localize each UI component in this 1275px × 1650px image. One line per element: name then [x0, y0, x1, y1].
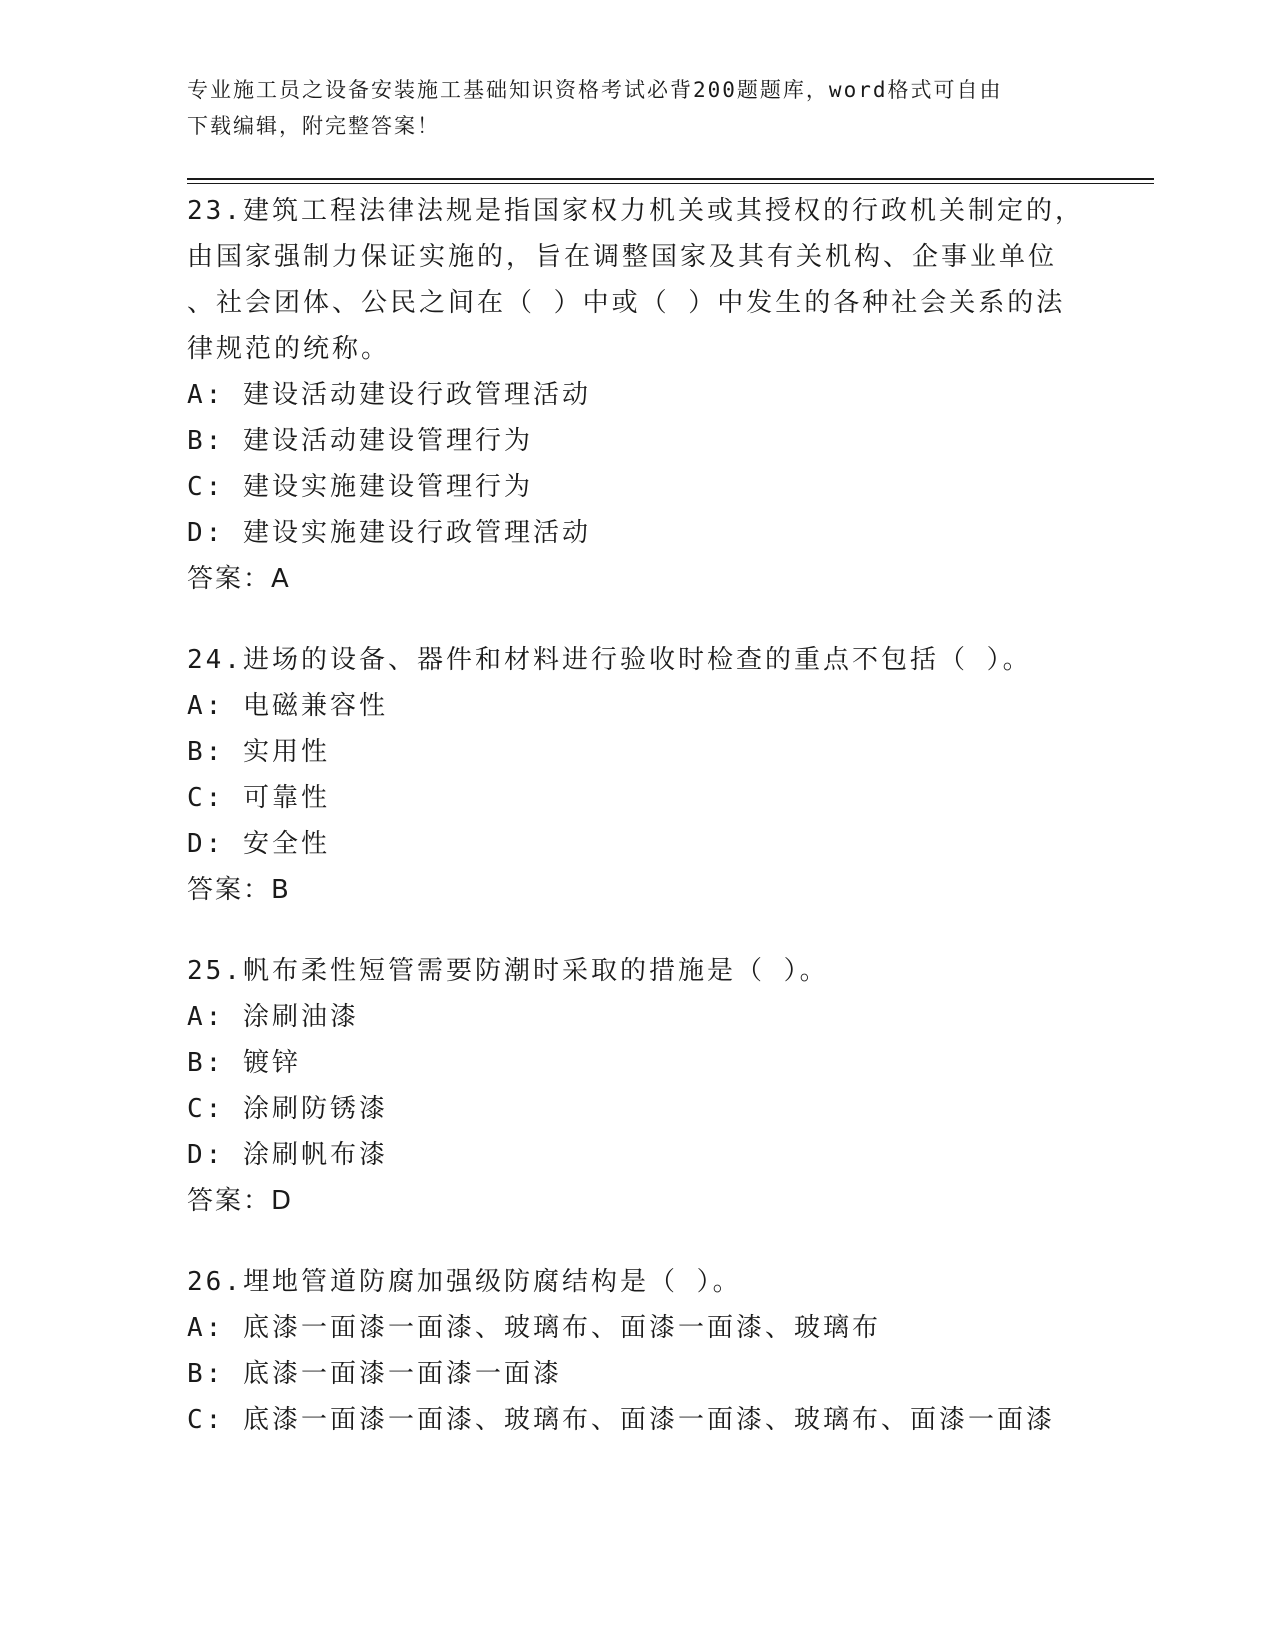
option-c: C: 建设实施建设管理行为	[187, 472, 533, 502]
option-b: B: 建设活动建设管理行为	[187, 426, 533, 456]
question-text: 由国家强制力保证实施的，旨在调整国家及其有关机构、企事业单位	[187, 242, 1058, 272]
option-c: C: 可靠性	[187, 783, 330, 813]
option-a: A: 建设活动建设行政管理活动	[187, 380, 591, 410]
option-b: B: 镀锌	[187, 1048, 301, 1078]
answer-label: 答案：B	[187, 875, 291, 905]
option-d: D: 涂刷帆布漆	[187, 1140, 388, 1170]
question-text: 26.埋地管道防腐加强级防腐结构是（ ）。	[187, 1267, 742, 1297]
header-line-1: 专业施工员之设备安装施工基础知识资格考试必背200题题库，word格式可自由	[187, 78, 1003, 102]
question-text: 23.建筑工程法律法规是指国家权力机关或其授权的行政机关制定的，	[187, 196, 1084, 226]
option-a: A: 涂刷油漆	[187, 1002, 359, 1032]
option-d: D: 建设实施建设行政管理活动	[187, 518, 591, 548]
answer-label: 答案：D	[187, 1186, 294, 1216]
option-c: C: 涂刷防锈漆	[187, 1094, 388, 1124]
option-b: B: 底漆一面漆一面漆一面漆	[187, 1359, 562, 1389]
question-25	[187, 948, 1067, 1224]
option-a: A: 底漆一面漆一面漆、玻璃布、面漆一面漆、玻璃布	[187, 1313, 881, 1343]
question-23	[187, 188, 1084, 602]
document-header	[187, 72, 1067, 144]
question-24	[187, 637, 1067, 913]
answer-label: 答案：A	[187, 564, 291, 594]
question-list	[187, 188, 1084, 1478]
question-text: 24.进场的设备、器件和材料进行验收时检查的重点不包括（ ）。	[187, 645, 1032, 675]
option-a: A: 电磁兼容性	[187, 691, 388, 721]
question-text: 25.帆布柔性短管需要防潮时采取的措施是（ ）。	[187, 956, 829, 986]
question-text: 、社会团体、公民之间在（ ）中或（ ）中发生的各种社会关系的法	[187, 288, 1066, 318]
header-divider	[187, 178, 1154, 184]
question-text: 律规范的统称。	[187, 334, 391, 364]
header-line-2: 下载编辑，附完整答案！	[187, 114, 440, 138]
option-c: C: 底漆一面漆一面漆、玻璃布、面漆一面漆、玻璃布、面漆一面漆	[187, 1405, 1055, 1435]
option-d: D: 安全性	[187, 829, 330, 859]
question-26	[187, 1259, 1067, 1443]
option-b: B: 实用性	[187, 737, 330, 767]
